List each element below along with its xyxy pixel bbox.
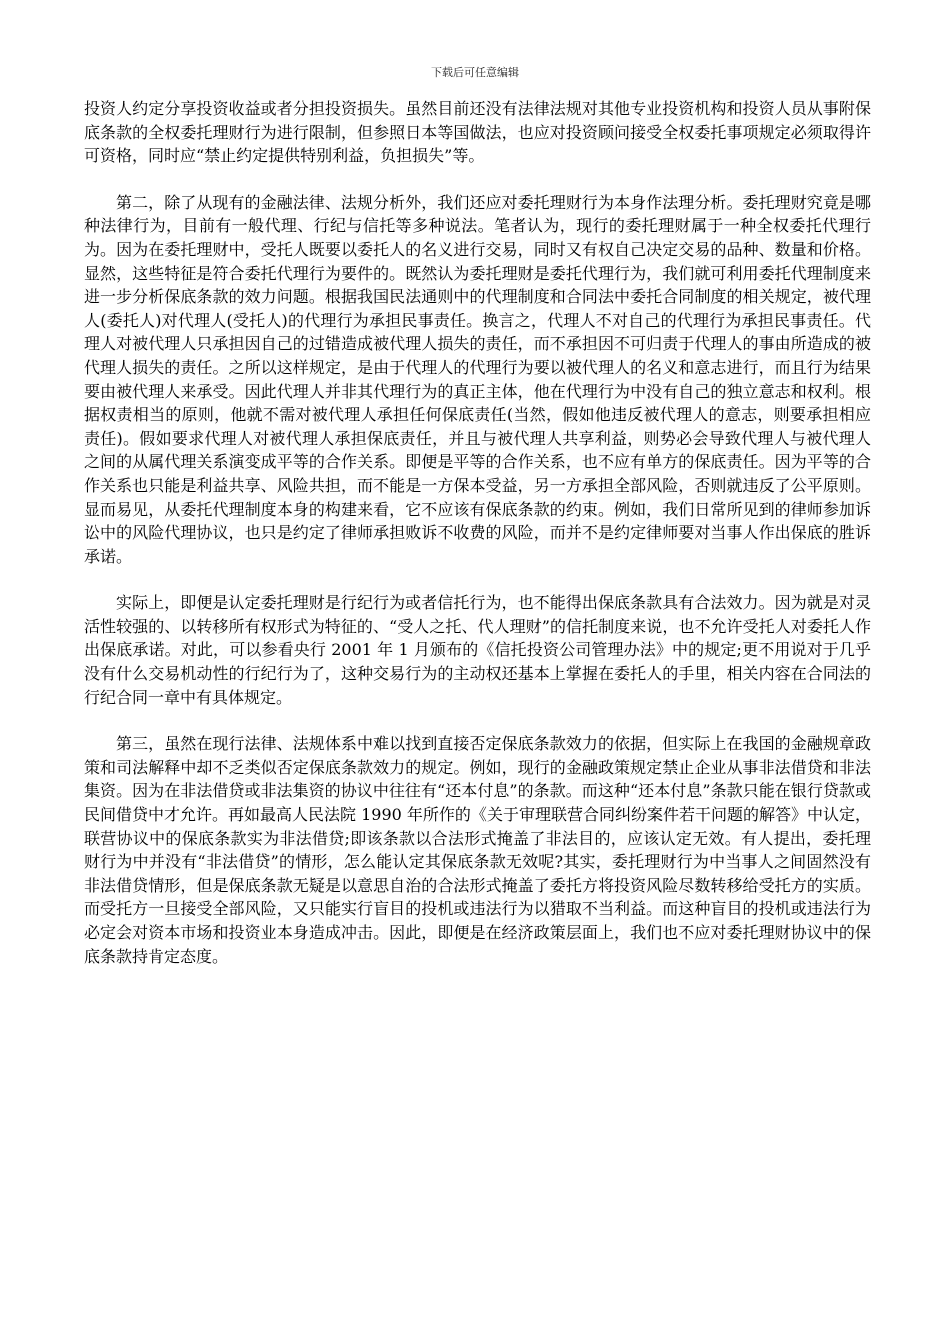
paragraph-3: 实际上，即便是认定委托理财是行纪行为或者信托行为，也不能得出保底条款具有合法效力。因为就是对灵活性较强的、以转移所有权形式为特征的、“受人之托、代人理财”的信托制度来说，也不允许受托人对委托人作出保底承诺。对此，可以参看央行 2001 年 1 月颁布的《信托投资公司管理办法》中的规定;更不用说对于几乎没有什么交易机动性的行纪行为了，这种交易行为的主动权还基本上掌握在委托人的手里，相关内容在合同法的行纪合同一章中有具体规定。: [84, 593, 871, 707]
document-body: [84, 97, 871, 991]
page-header: 下载后可任意编辑: [431, 66, 519, 79]
paragraph-2: 第二，除了从现有的金融法律、法规分析外，我们还应对委托理财行为本身作法理分析。委托理财究竟是哪种法律行为，目前有一般代理、行纪与信托等多种说法。笔者认为，现行的委托理财属于一种全权委托代理行为。因为在委托理财中，受托人既要以委托人的名义进行交易，同时又有权自己决定交易的品种、数量和价格。显然，这些特征是符合委托代理行为要件的。既然认为委托理财是委托代理行为，我们就可利用委托代理制度来进一步分析保底条款的效力问题。根据我国民法通则中的代理制度和合同法中委托合同制度的相关规定，被代理人(委托人)对代理人(受托人)的代理行为承担民事责任。换言之，代理人不对自己的代理行为承担民事责任。代理人对被代理人只承担因自己的过错造成被代理人损失的责任，而不承担因不可归责于代理人的事由所造成的被代理人损失的责任。之所以这样规定，是由于代理人的代理行为要以被代理人的名义和意志进行，而且行为结果要由被代理人来承受。因此代理人并非其代理行为的真正主体，他在代理行为中没有自己的独立意志和权利。根据权责相当的原则，他就不需对被代理人承担任何保底责任(当然，假如他违反被代理人的意志，则要承担相应责任)。假如要求代理人对被代理人承担保底责任，并且与被代理人共享利益，则势必会导致代理人与被代理人之间的从属代理关系演变成平等的合作关系。即便是平等的合作关系，也不应有单方的保底责任。因为平等的合作关系也只能是利益共享、风险共担，而不能是一方保本受益，另一方承担全部风险，否则就违反了公平原则。显而易见，从委托代理制度本身的构建来看，它不应该有保底条款的约束。例如，我们日常所见到的律师参加诉讼中的风险代理协议，也只是约定了律师承担败诉不收费的风险，而并不是约定律师要对当事人作出保底的胜诉承诺。: [84, 192, 871, 566]
paragraph-4: 第三，虽然在现行法律、法规体系中难以找到直接否定保底条款效力的依据，但实际上在我国的金融规章政策和司法解释中却不乏类似否定保底条款效力的规定。例如，现行的金融政策规定禁止企业从事非法借贷和非法集资。因为在非法借贷或非法集资的协议中往往有“还本付息”的条款。而这种“还本付息”条款只能在银行贷款或民间借贷中才允许。再如最高人民法院 1990 年所作的《关于审理联营合同纠纷案件若干问题的解答》中认定，联营协议中的保底条款实为非法借贷;即该条款以合法形式掩盖了非法目的，应该认定无效。有人提出，委托理财行为中并没有“非法借贷”的情形，怎么能认定其保底条款无效呢?其实，委托理财行为中当事人之间固然没有非法借贷情形，但是保底条款无疑是以意思自治的合法形式掩盖了委托方将投资风险尽数转移给受托方的实质。而受托方一旦接受全部风险，又只能实行盲目的投机或违法行为以猎取不当利益。而这种盲目的投机或违法行为必定会对资本市场和投资业本身造成冲击。因此，即便是在经济政策层面上，我们也不应对委托理财协议中的保底条款持肯定态度。: [84, 734, 871, 966]
paragraph-1: 投资人约定分享投资收益或者分担投资损失。虽然目前还没有法律法规对其他专业投资机构和投资人员从事附保底条款的全权委托理财行为进行限制，但参照日本等国做法，也应对投资顾问接受全权委托事项规定必须取得许可资格，同时应“禁止约定提供特别利益，负担损失”等。: [84, 99, 871, 166]
